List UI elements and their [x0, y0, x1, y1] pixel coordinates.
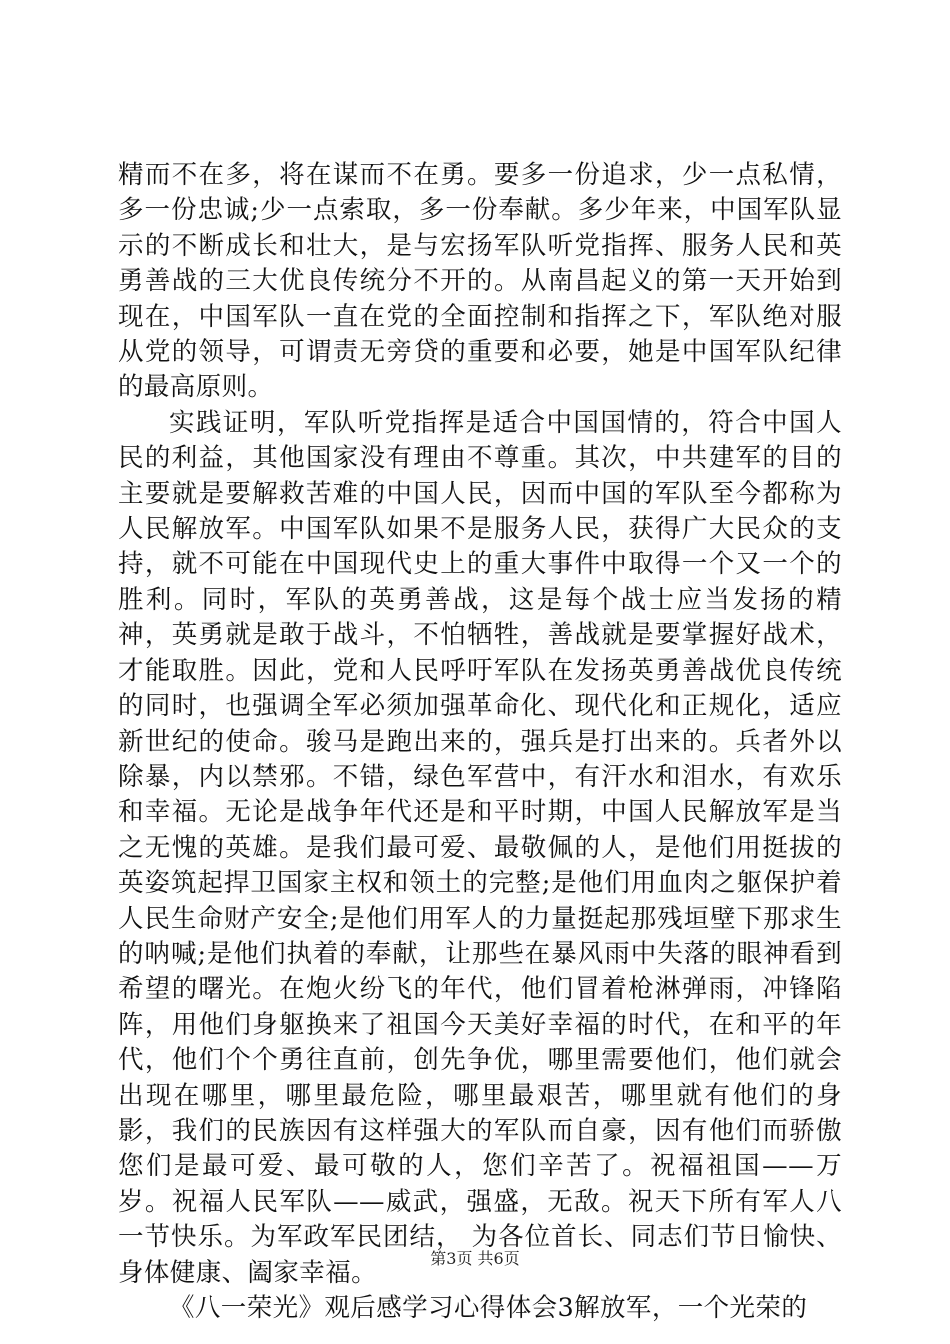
document-body	[118, 158, 842, 1326]
paragraph-1: 精而不在多，将在谋而不在勇。要多一份追求，少一点私情，多一份忠诚;少一点索取，多一份奉献。多少年来，中国军队显示的不断成长和壮大，是与宏扬军队听党指挥、服务人民和英勇善战的三大优良传统分不开的。从南昌起义的第一天开始到现在，中国军队一直在党的全面控制和指挥之下，军队绝对服从党的领导，可谓责无旁贷的重要和必要，她是中国军队纪律的最高原则。	[118, 160, 842, 403]
page-number-footer: 第3页 共6页	[430, 1249, 520, 1268]
paragraph-3: 《八一荣光》观后感学习心得体会3解放军，一个光荣的	[169, 1293, 808, 1323]
paragraph-2: 实践证明，军队听党指挥是适合中国国情的，符合中国人民的利益，其他国家没有理由不尊重。其次，中共建军的目的主要就是要解救苦难的中国人民，因而中国的军队至今都称为人民解放军。中国军队如果不是服务人民，获得广大民众的支持，就不可能在中国现代史上的重大事件中取得一个又一个的胜利。同时，军队的英勇善战，这是每个战士应当发扬的精神，英勇就是敢于战斗，不怕牺牲，善战就是要掌握好战术，才能取胜。因此，党和人民呼吁军队在发扬英勇善战优良传统的同时，也强调全军必须加强革命化、现代化和正规化，适应新世纪的使命。骏马是跑出来的，强兵是打出来的。兵者外以除暴，内以禁邪。不错，绿色军营中，有汗水和泪水，有欢乐和幸福。无论是战争年代还是和平时期，中国人民解放军是当之无愧的英雄。是我们最可爱、最敬佩的人，是他们用挺拔的英姿筑起捍卫国家主权和领土的完整;是他们用血肉之躯保护着人民生命财产安全;是他们用军人的力量挺起那残垣壁下那求生的呐喊;是他们执着的奉献，让那些在暴风雨中失落的眼神看到希望的曙光。在炮火纷飞的年代，他们冒着枪淋弹雨，冲锋陷阵，用他们身躯换来了祖国今天美好幸福的时代，在和平的年代，他们个个勇往直前，创先争优，哪里需要他们，他们就会出现在哪里，哪里最危险，哪里最艰苦，哪里就有他们的身影，我们的民族因有这样强大的军队而自豪，因有他们而骄傲您们是最可爱、最可敬的人，您们辛苦了。祝福祖国——万岁。祝福人民军队——威武，强盛，无敌。祝天下所有军人八一节快乐。为军政军民团结， 为各位首长、同志们节日愉快、身体健康、阖家幸福。	[118, 407, 842, 1288]
